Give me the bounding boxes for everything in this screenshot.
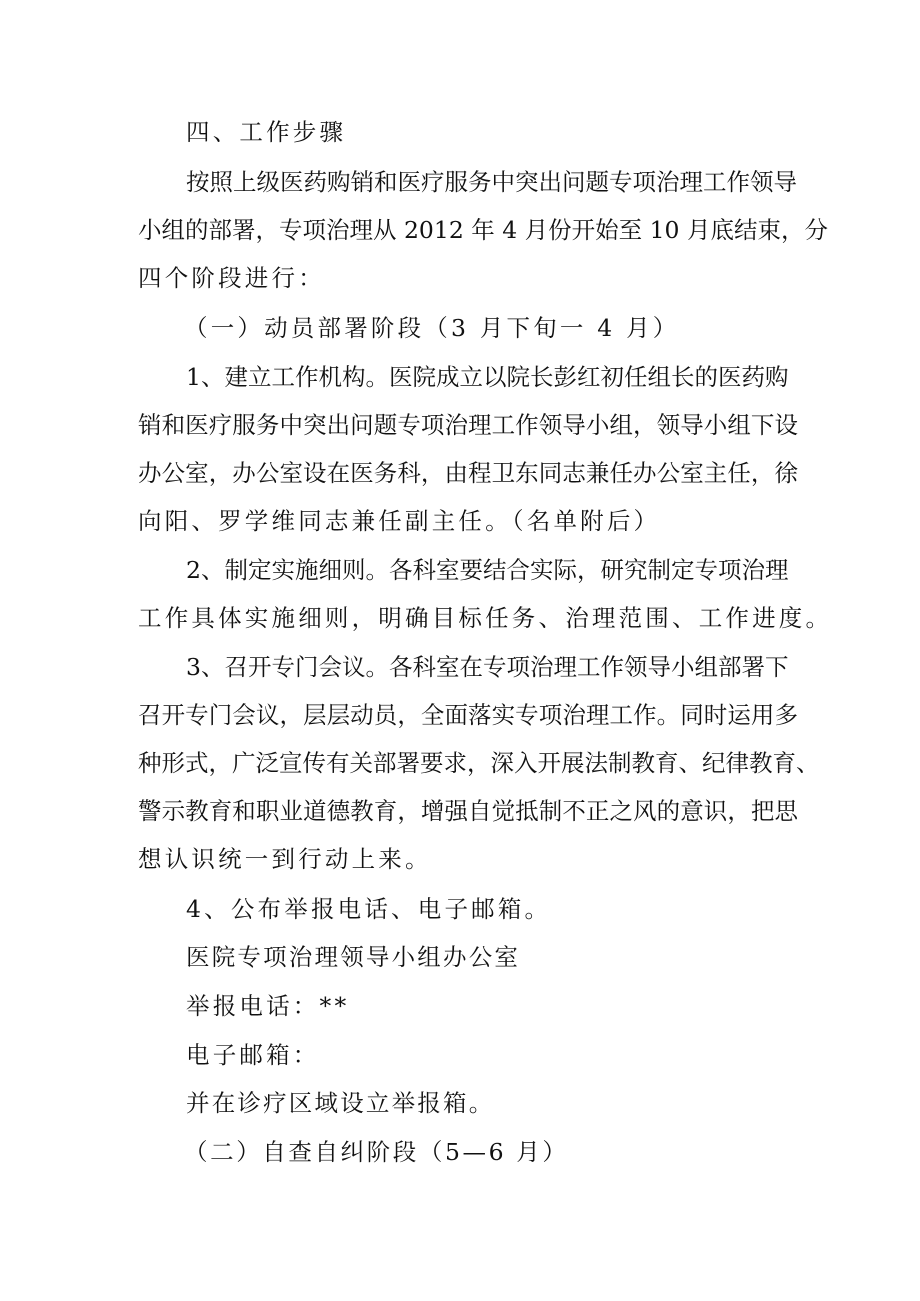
paragraph-line: 销和医疗服务中突出问题专项治理工作领导小组，领导小组下设 xyxy=(138,411,798,439)
paragraph-line: 想认识统一到行动上来。 xyxy=(138,845,432,873)
paragraph-line: 召开专门会议，层层动员，全面落实专项治理工作。同时运用多 xyxy=(138,701,798,729)
report-email: 电子邮箱： xyxy=(186,1041,320,1069)
section-heading: 四、工作步骤 xyxy=(186,118,347,146)
paragraph-line: 2、制定实施细则。各科室要结合实际，研究制定专项治理 xyxy=(186,556,789,584)
paragraph-line: 工作具体实施细则，明确目标任务、治理范围、工作进度。 xyxy=(138,604,833,632)
paragraph-line: 警示教育和职业道德教育，增强自觉抵制不正之风的意识，把思 xyxy=(138,797,798,825)
paragraph-line: 4、公布举报电话、电子邮箱。 xyxy=(186,895,552,923)
office-name: 医院专项治理领导小组办公室 xyxy=(186,943,521,971)
paragraph-line: 办公室，办公室设在医务科，由程卫东同志兼任办公室主任，徐 xyxy=(138,459,798,487)
paragraph-line: 四个阶段进行： xyxy=(138,264,325,292)
paragraph-line: 按照上级医药购销和医疗服务中突出问题专项治理工作领导 xyxy=(186,168,797,196)
paragraph-line: 种形式，广泛宣传有关部署要求，深入开展法制教育、纪律教育、 xyxy=(138,749,820,777)
report-phone: 举报电话：** xyxy=(186,992,350,1020)
paragraph-line: 向阳、罗学维同志兼任副主任。（名单附后） xyxy=(138,507,661,535)
paragraph-line: 并在诊疗区域设立举报箱。 xyxy=(186,1089,495,1117)
paragraph-line: 1、建立工作机构。医院成立以院长彭红初任组长的医药购 xyxy=(186,363,789,391)
paragraph-line: 3、召开专门会议。各科室在专项治理工作领导小组部署下 xyxy=(186,653,789,681)
subsection-heading: （二）自查自纠阶段（5—6 月） xyxy=(184,1138,569,1166)
subsection-heading: （一）动员部署阶段（3 月下旬一 4 月） xyxy=(184,314,680,342)
paragraph-line: 小组的部署，专项治理从 2012 年 4 月份开始至 10 月底结束，分 xyxy=(138,216,828,244)
